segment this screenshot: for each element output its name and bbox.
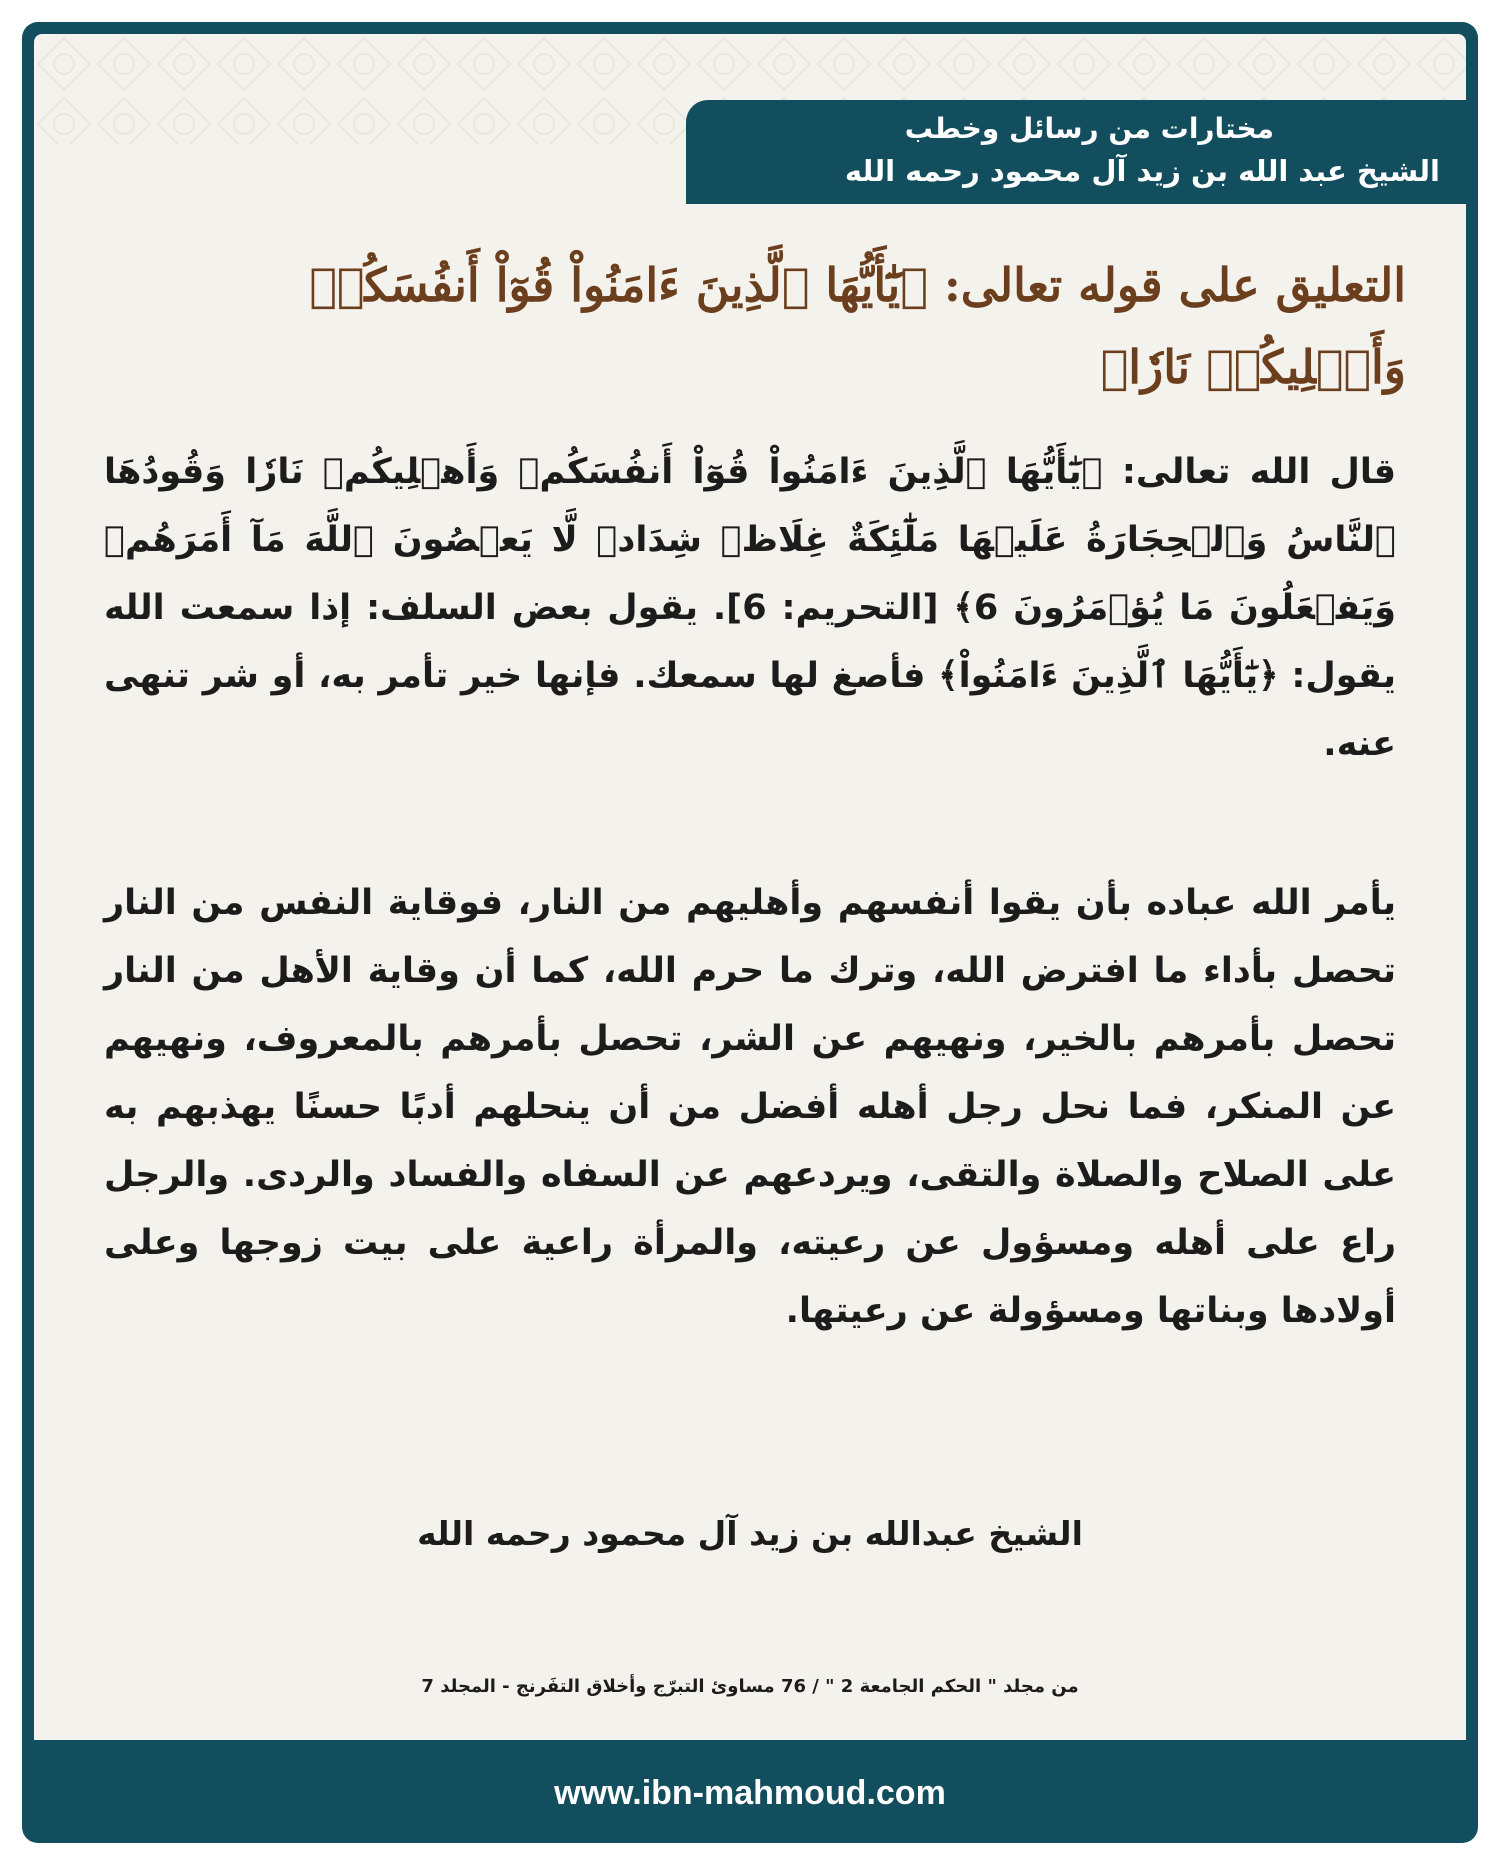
author-signature: الشيخ عبدالله بن زيد آل محمود رحمه الله	[417, 1514, 1083, 1553]
header-author: الشيخ عبد الله بن زيد آل محمود رحمه الله	[844, 154, 1440, 188]
paragraph-quote: قال الله تعالى: ﴿يَٰٓأَيُّهَا ٱلَّذِينَ ءَامَنُواْ قُوٓاْ أَنفُسَكُمۡ وَأَهۡلِيكُمۡ نَارٗا وَقُودُهَا ٱلنَّاسُ وَٱلۡحِجَارَةُ عَلَيۡهَا مَلَٰٓئِكَةٌ غِلَاظٞ شِدَادٞ لَّا يَعۡصُونَ ٱللَّهَ مَآ أَمَرَهُمۡ وَيَفۡعَلُونَ مَا يُؤۡمَرُونَ 6﴾ [التحريم: 6]. يقول بعض السلف: إذا سمعت الله يقول: ﴿يَٰٓأَيُّهَا ٱلَّذِينَ ءَامَنُواْ﴾ فأصغ لها سمعك. فإنها خير تأمر به، أو شر تنهى عنه.	[104, 452, 1396, 764]
header-subtitle: مختارات من رسائل وخطب	[904, 112, 1274, 145]
source-citation: من مجلد " الحكم الجامعة 2 " / 76 مساوئ التبرّج وأخلاق التفَرنج - المجلد 7	[421, 1676, 1079, 1697]
content-panel	[34, 34, 1466, 1740]
website-link[interactable]: www.ibn-mahmoud.com	[554, 1774, 946, 1812]
paragraph-commentary: يأمر الله عباده بأن يقوا أنفسهم وأهليهم من النار، فوقاية النفس من النار تحصل بأداء ما افترض الله، وترك ما حرم الله، كما أن وقاية الأهل من النار تحصل بأمرهم بالخير، ونهيهم عن الشر، تحصل بأمرهم بالمعروف، ونهيهم عن المنكر، فما نحل رجل أهله أفضل من أن ينحلهم أدبًا حسنًا يهذبهم به على الصلاح والصلاة والتقى، ويردعهم عن السفاه والفساد والردى. والرجل راع على أهله ومسؤول عن رعيته، والمرأة راعية على بيت زوجها وعلى أولادها وبناتها ومسؤولة عن رعيتها.	[104, 883, 1396, 1331]
header-banner	[686, 100, 1466, 204]
page-frame	[22, 22, 1478, 1843]
page-title: التعليق على قوله تعالى: ﴿يَٰٓأَيُّهَا ٱلَّذِينَ ءَامَنُواْ قُوٓاْ أَنفُسَكُمۡ وَأَهۡلِيكُمۡ نَارٗا﴾	[309, 258, 1406, 394]
